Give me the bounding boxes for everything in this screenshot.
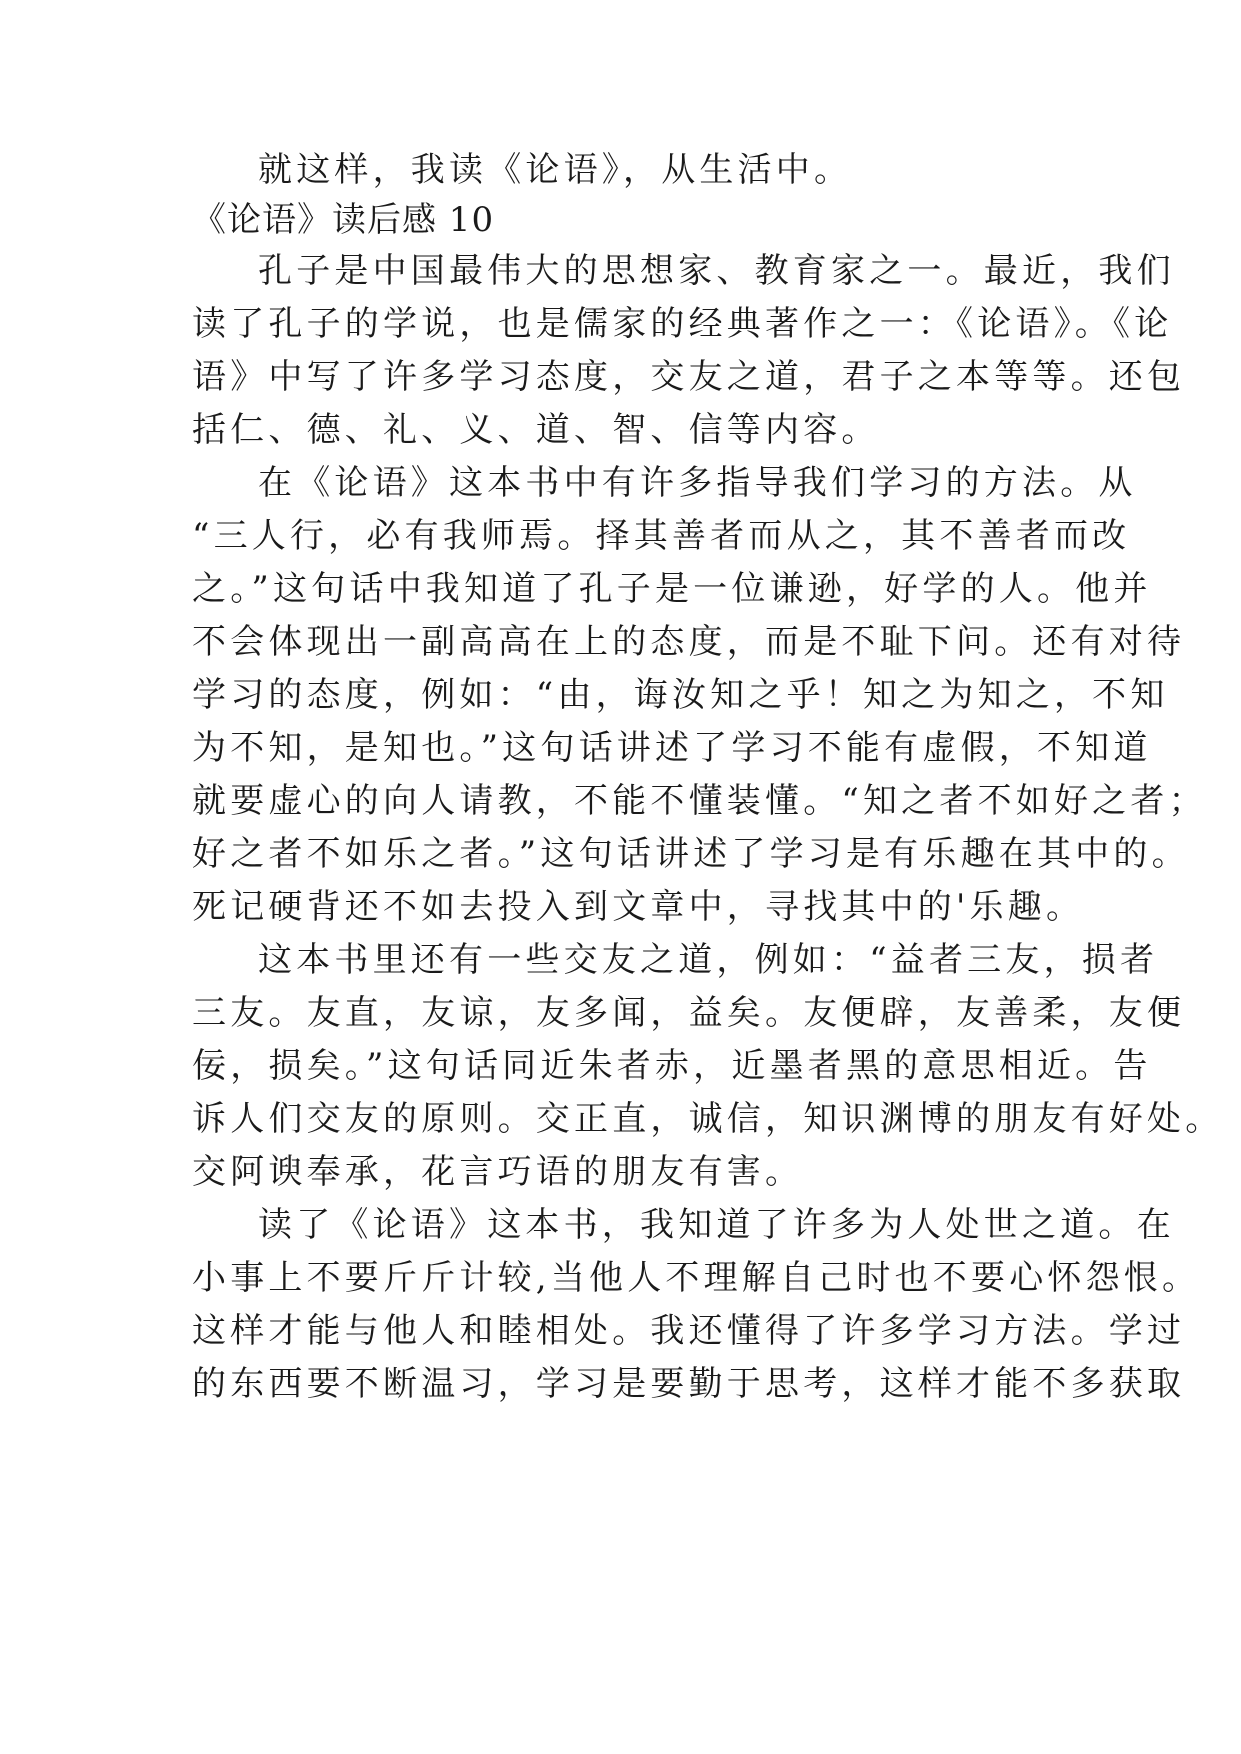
paragraph-line: 语》中写了许多学习态度，交友之道，君子之本等等。还包: [192, 357, 1186, 397]
paragraph-line: 三友。友直，友谅，友多闻，益矣。友便辟，友善柔，友便: [192, 993, 1186, 1033]
paragraph-line: 诉人们交友的原则。交正直，诚信，知识渊博的朋友有好处。: [192, 1099, 1224, 1139]
paragraph-line: 好之者不如乐之者。”这句话讲述了学习是有乐趣在其中的。: [192, 834, 1190, 874]
paragraph-line: 这样才能与他人和睦相处。我还懂得了许多学习方法。学过: [192, 1311, 1186, 1351]
paragraph-line: 之。”这句话中我知道了孔子是一位谦逊，好学的人。他并: [192, 569, 1152, 609]
paragraph-line: 不会体现出一副高高在上的态度，而是不耻下问。还有对待: [192, 622, 1186, 662]
paragraph-line: 小事上不要斤斤计较,当他人不理解自己时也不要心怀怨恨。: [192, 1258, 1201, 1298]
paragraph-line: 就这样，我读《论语》，从生活中。: [258, 150, 853, 190]
paragraph-line: 佞，损矣。”这句话同近朱者赤，近墨者黑的意思相近。告: [192, 1046, 1152, 1086]
paragraph-line: 就要虚心的向人请教，不能不懂装懂。“知之者不如好之者；: [192, 781, 1207, 821]
paragraph-line: 学习的态度，例如：“由，诲汝知之乎！知之为知之，不知: [192, 675, 1169, 715]
paragraph-line: 读了《论语》这本书，我知道了许多为人处世之道。在: [258, 1205, 1175, 1245]
paragraph-line: 的东西要不断温习，学习是要勤于思考，这样才能不多获取: [192, 1364, 1186, 1404]
paragraph-line: 交阿谀奉承，花言巧语的朋友有害。: [192, 1152, 804, 1192]
paragraph-line: 为不知，是知也。”这句话讲述了学习不能有虚假，不知道: [192, 728, 1152, 768]
paragraph-line: 孔子是中国最伟大的思想家、教育家之一。最近，我们: [258, 251, 1175, 291]
section-title: 《论语》读后感 10: [192, 200, 495, 240]
paragraph-line: 在《论语》这本书中有许多指导我们学习的方法。从: [258, 463, 1137, 503]
paragraph-line: 读了孔子的学说，也是儒家的经典著作之一：《论语》。《论: [192, 304, 1173, 344]
paragraph-line: “三人行，必有我师焉。择其善者而从之，其不善者而改: [192, 516, 1131, 556]
paragraph-line: 这本书里还有一些交友之道，例如：“益者三友，损者: [258, 940, 1159, 980]
paragraph-line: 括仁、德、礼、义、道、智、信等内容。: [192, 410, 880, 450]
paragraph-line: 死记硬背还不如去投入到文章中，寻找其中的'乐趣。: [192, 887, 1085, 927]
